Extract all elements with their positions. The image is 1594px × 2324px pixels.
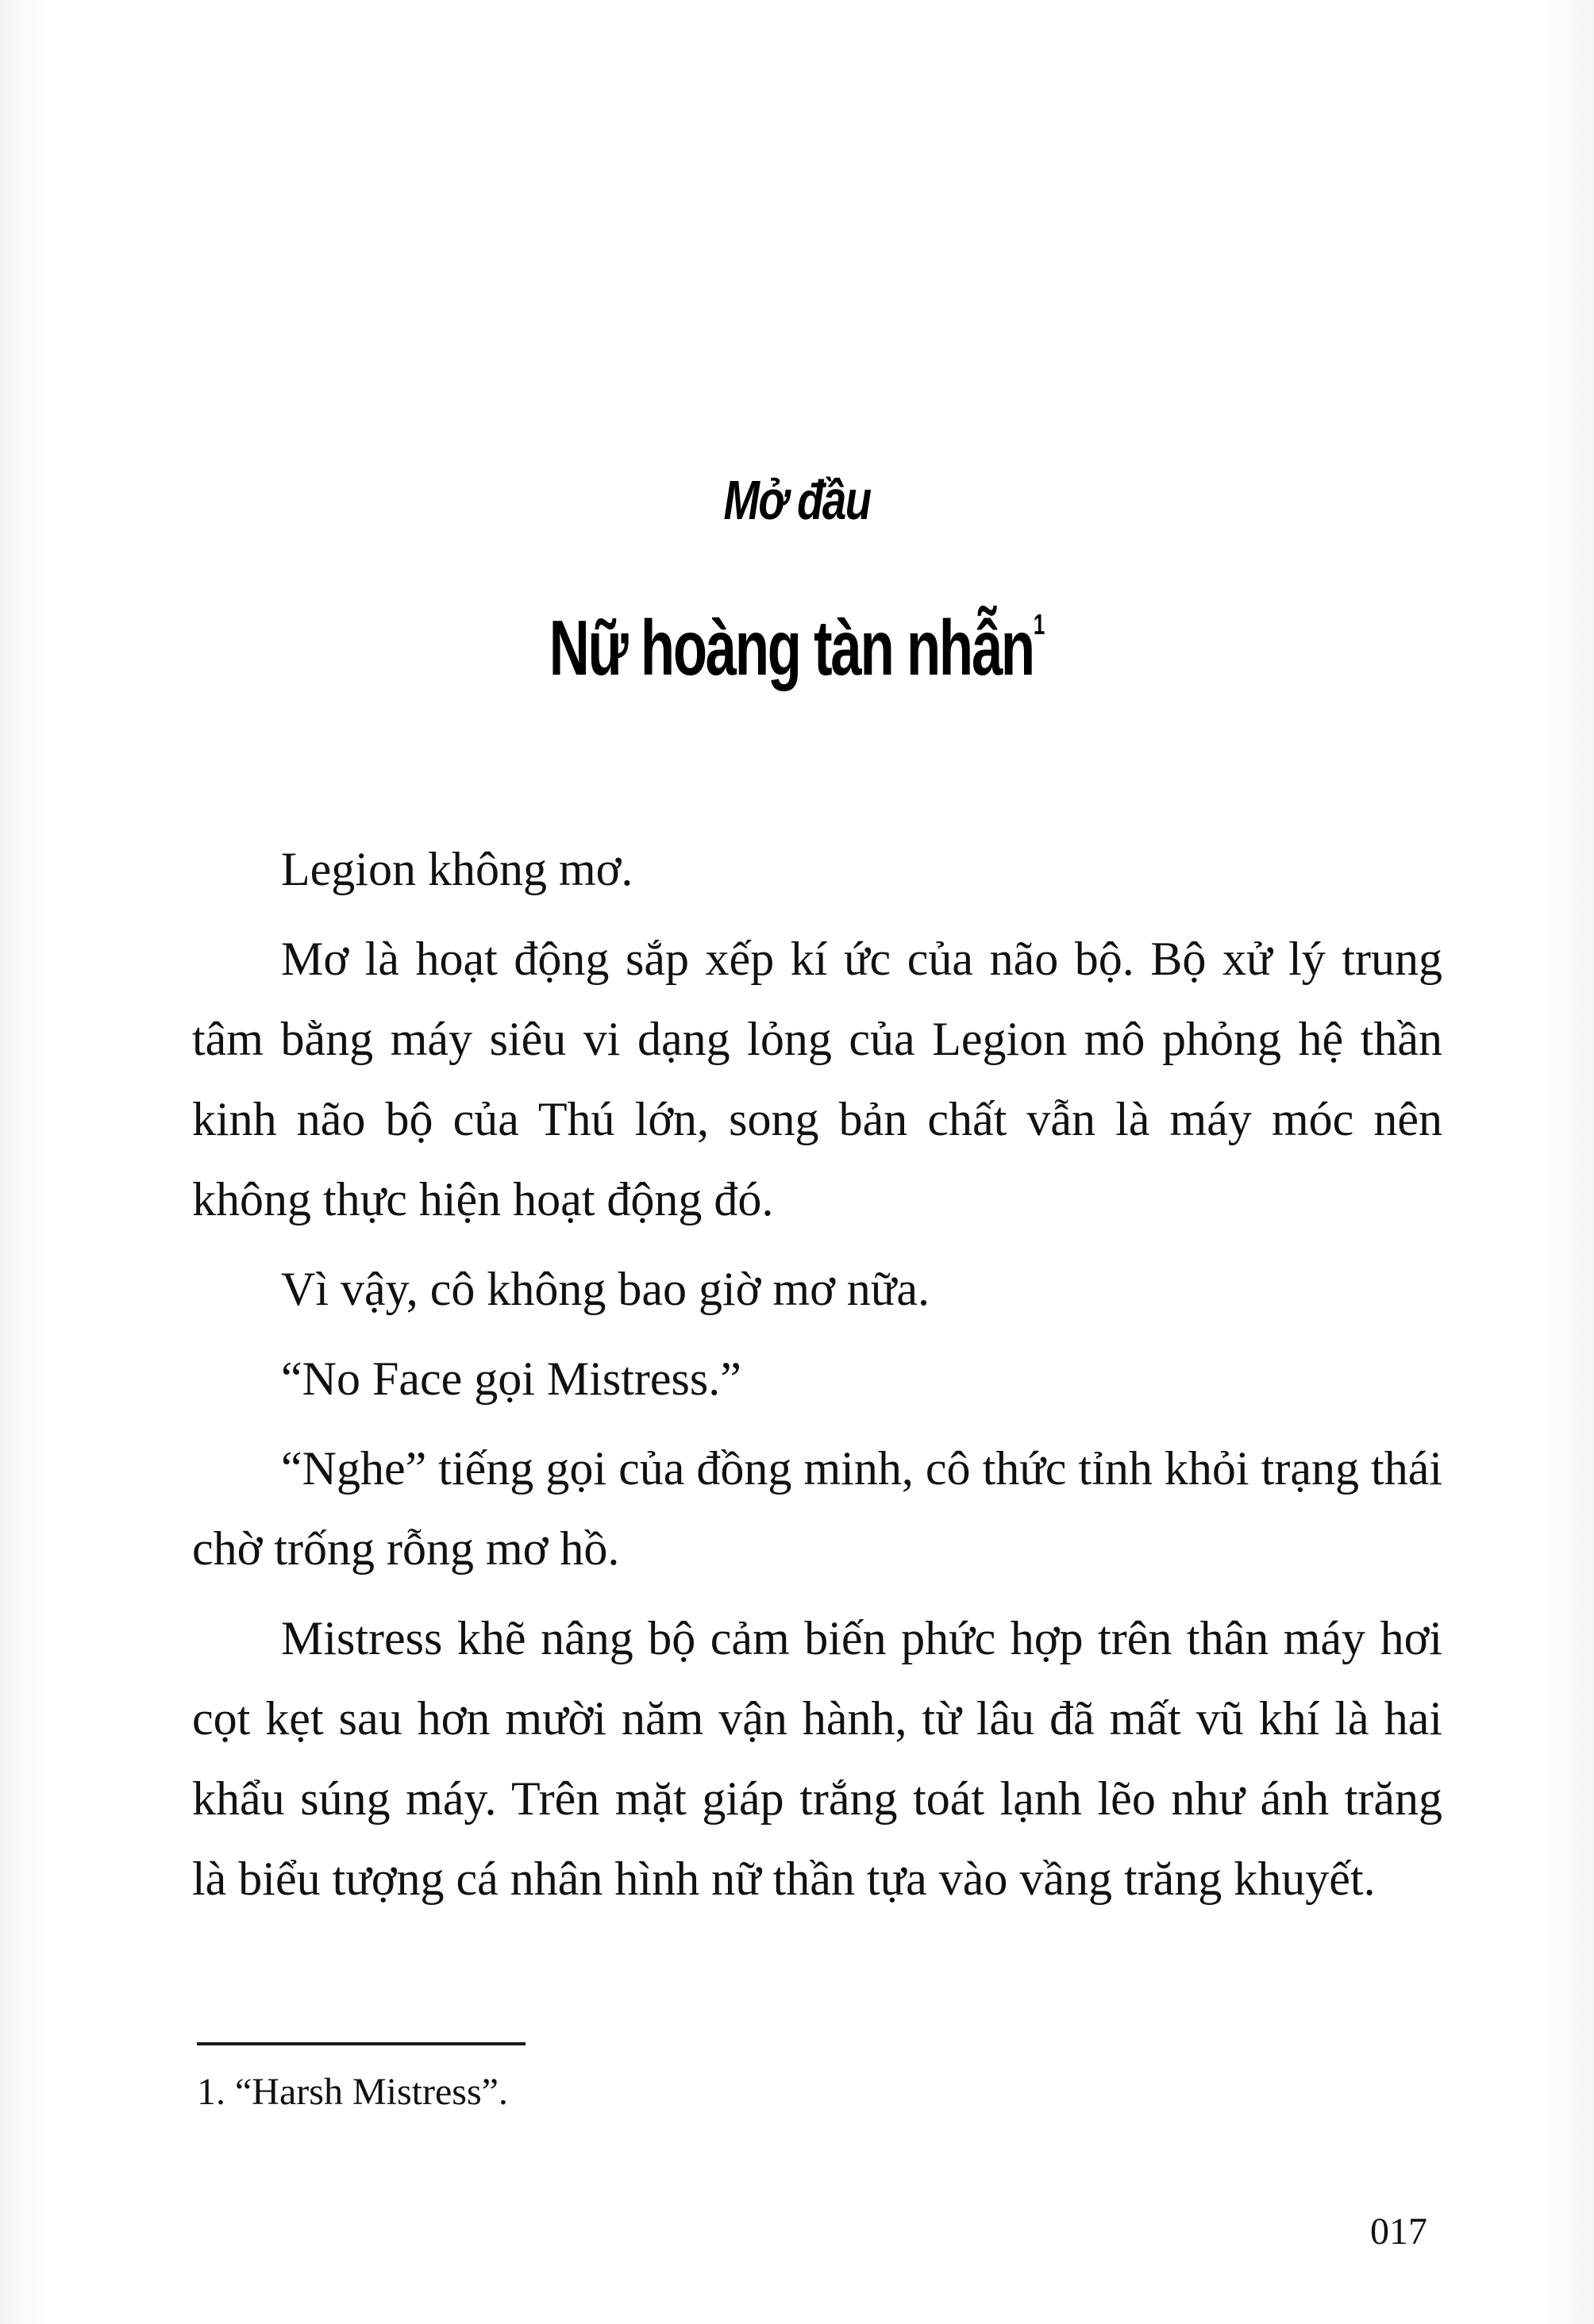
footnote-marker: 1 bbox=[1033, 608, 1045, 641]
body-text bbox=[192, 829, 1442, 1929]
chapter-title bbox=[223, 603, 1371, 693]
paragraph: Legion không mơ. bbox=[281, 843, 633, 895]
footnote: 1. “Harsh Mistress”. bbox=[197, 2071, 508, 2113]
chapter-title-text: Nữ hoàng tàn nhẫn bbox=[549, 604, 1034, 691]
paragraph: Mơ là hoạt động sắp xếp kí ức của não bộ. Bộ xử lý trung tâm bằng máy siêu vi dạng lỏng của Legion mô phỏng hệ thần kinh não bộ của Thú lớn, song bản chất vẫn là máy móc nên không thực hiện hoạt động đó. bbox=[192, 933, 1442, 1225]
paragraph: “No Face gọi Mistress.” bbox=[281, 1352, 741, 1405]
chapter-label: Mở đầu bbox=[723, 469, 871, 531]
page-number: 017 bbox=[1370, 2210, 1427, 2253]
paragraph: Vì vậy, cô không bao giờ mơ nữa. bbox=[281, 1263, 930, 1315]
footnote-divider bbox=[197, 2042, 526, 2045]
paragraph: Mistress khẽ nâng bộ cảm biến phức hợp trên thân máy hơi cọt kẹt sau hơn mười năm vận hành, từ lâu đã mất vũ khí là hai khẩu súng máy. Trên mặt giáp trắng toát lạnh lẽo như ánh trăng là biểu tượng cá nhân hình nữ thần tựa vào vầng trăng khuyết. bbox=[192, 1612, 1442, 1905]
paragraph: “Nghe” tiếng gọi của đồng minh, cô thức tỉnh khỏi trạng thái chờ trống rỗng mơ hồ. bbox=[192, 1442, 1442, 1575]
